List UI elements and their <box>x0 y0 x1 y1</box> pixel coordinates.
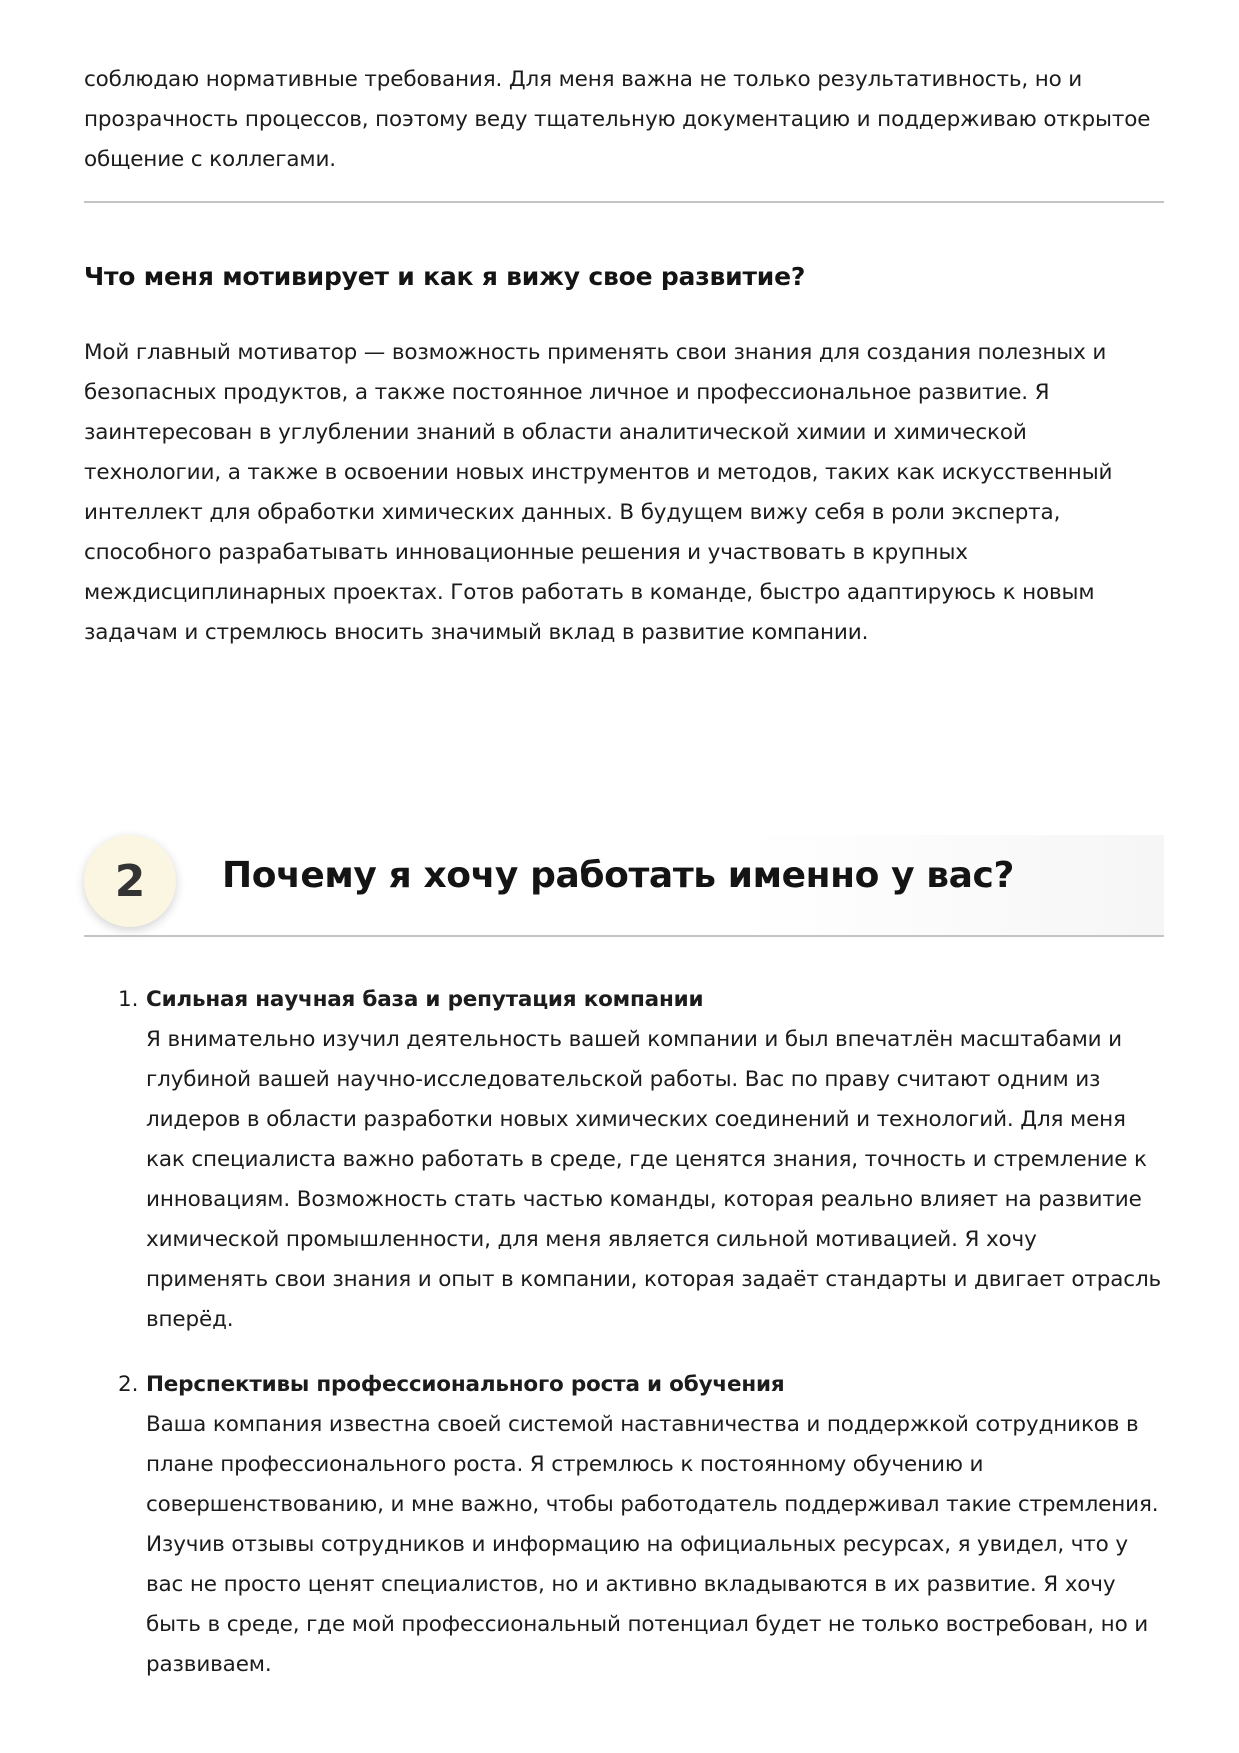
list-item-text: Ваша компания известна своей системой наставничества и поддержкой сотрудников в плане профессионального роста. Я стремлюсь к постоянному обучению и совершенствованию, и мне важно, чтобы работодатель поддерживал такие стремления. Изучив отзывы сотрудников и информацию на официальных ресурсах, я увидел, что у вас не просто ценят специалистов, но и активно вкладываются в их развитие. Я хочу быть в среде, где мой профессиональный потенциал будет не только востребован, но и развиваем. <box>146 1412 1159 1677</box>
section-number-badge: 2 <box>84 835 176 927</box>
list-item-number: 1. <box>118 987 139 1012</box>
list-item-title: Сильная научная база и репутация компании <box>146 987 704 1012</box>
motivation-paragraph: Мой главный мотиватор — возможность применять свои знания для создания полезных и безопасных продуктов, а также постоянное личное и профессиональное развитие. Я заинтересован в углублении знаний в области аналитической химии и химической технологии, а также в освоении новых инструментов и методов, таких как искусственный интеллект для обработки химических данных. В будущем вижу себя в роли эксперта, способного разрабатывать инновационные решения и участвовать в крупных междисциплинарных проектах. Готов работать в команде, быстро адаптируюсь к новым задачам и стремлюсь вносить значимый вклад в развитие компании. <box>84 340 1113 645</box>
list-item-text: Я внимательно изучил деятельность вашей компании и был впечатлён масштабами и глубиной вашей научно-исследовательской работы. Вас по праву считают одним из лидеров в области разработки новых химических соединений и технологий. Для меня как специалиста важно работать в среде, где ценятся знания, точность и стремление к инновациям. Возможность стать частью команды, которая реально влияет на развитие химической промышленности, для меня является сильной мотивацией. Я хочу применять свои знания и опыт в компании, которая задаёт стандарты и двигает отрасль вперёд. <box>146 1027 1162 1332</box>
list-item <box>84 1365 1164 1685</box>
section-divider <box>84 201 1164 203</box>
list-item-title: Перспективы профессионального роста и обучения <box>146 1372 785 1397</box>
list-item-number: 2. <box>118 1372 139 1397</box>
motivation-heading: Что меня мотивирует и как я вижу свое развитие? <box>84 262 806 291</box>
section-header <box>84 835 1164 935</box>
section-title: Почему я хочу работать именно у вас? <box>222 855 1014 896</box>
reasons-list <box>84 980 1164 1710</box>
list-item <box>84 980 1164 1340</box>
intro-paragraph: соблюдаю нормативные требования. Для меня важна не только результативность, но и прозрачность процессов, поэтому веду тщательную документацию и поддерживаю открытое общение с коллегами. <box>84 67 1151 172</box>
section-title-underline <box>84 935 1164 937</box>
